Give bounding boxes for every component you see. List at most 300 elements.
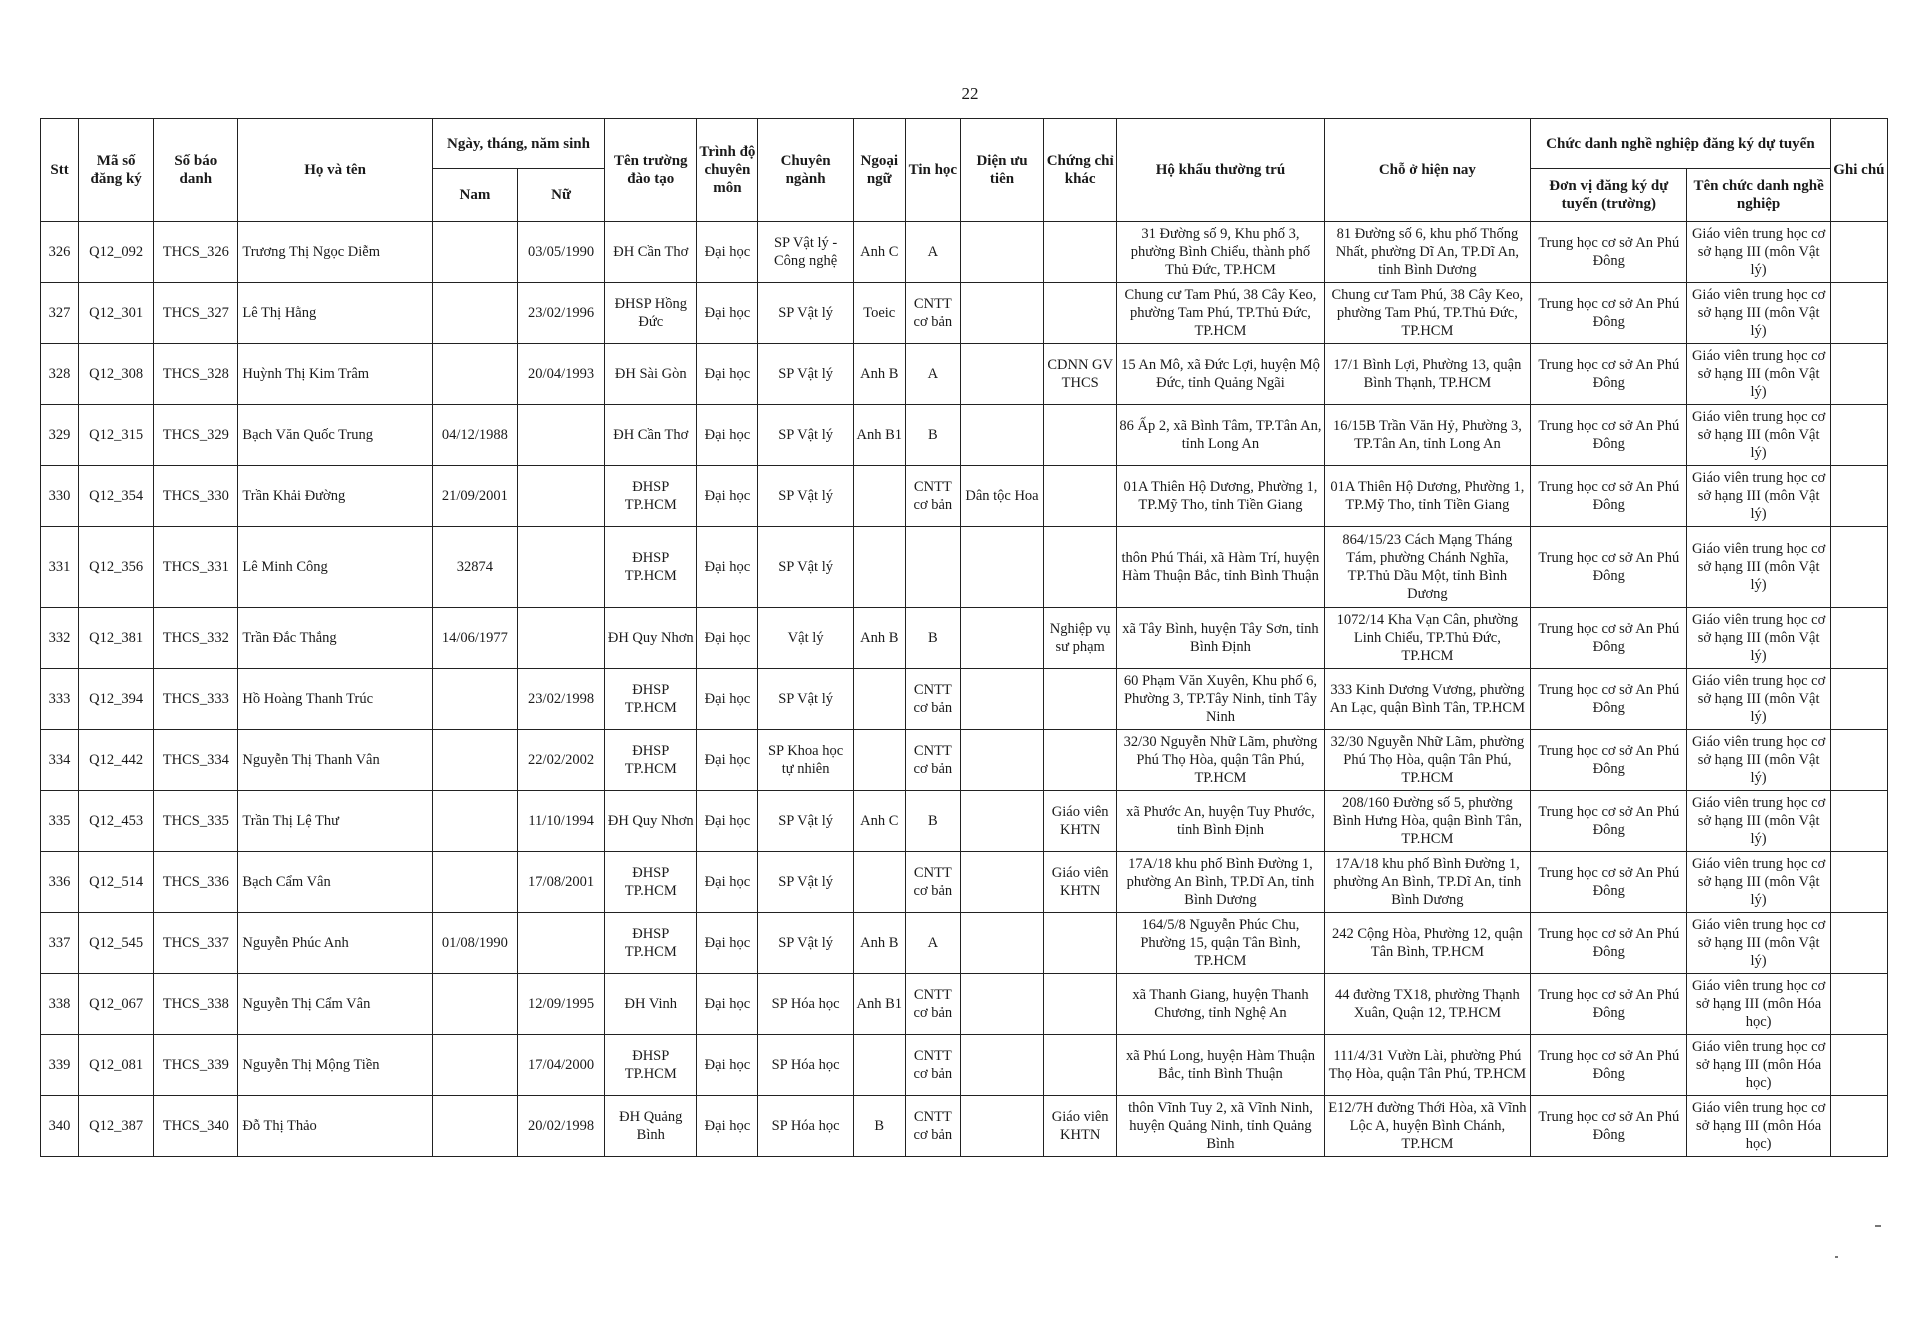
cell-ho-ten: Nguyễn Thị Cẩm Vân xyxy=(238,974,432,1035)
cell-ngoai-ngu: Anh C xyxy=(853,222,905,283)
cell-trinh-do: Đại học xyxy=(697,669,758,730)
cell-cho-o: 864/15/23 Cách Mạng Tháng Tám, phường Chánh Nghĩa, TP.Thủ Dầu Một, tỉnh Bình Dương xyxy=(1324,527,1530,608)
cell-dien-uu-tien xyxy=(960,974,1043,1035)
cell-ho-khau: 164/5/8 Nguyễn Phúc Chu, Phường 15, quận Tân Bình, TP.HCM xyxy=(1117,913,1324,974)
cell-ho-ten: Trương Thị Ngọc Diễm xyxy=(238,222,432,283)
cell-ho-ten: Hồ Hoàng Thanh Trúc xyxy=(238,669,432,730)
cell-truong: ĐH Vinh xyxy=(605,974,697,1035)
cell-ngay-sinh-nu xyxy=(517,527,604,608)
cell-don-vi: Trung học cơ sở An Phú Đông xyxy=(1531,730,1687,791)
cell-so-bao-danh: THCS_331 xyxy=(154,527,238,608)
cell-ma-so: Q12_354 xyxy=(79,466,154,527)
page-number: 22 xyxy=(961,84,979,103)
cell-truong: ĐH Cần Thơ xyxy=(605,222,697,283)
cell-so-bao-danh: THCS_338 xyxy=(154,974,238,1035)
cell-don-vi: Trung học cơ sở An Phú Đông xyxy=(1531,791,1687,852)
cell-ghi-chu xyxy=(1830,283,1887,344)
cell-chuc-danh: Giáo viên trung học cơ sở hạng III (môn Vật lý) xyxy=(1687,730,1830,791)
table-row xyxy=(41,222,1888,283)
cell-ngay-sinh-nam xyxy=(432,669,517,730)
cell-don-vi: Trung học cơ sở An Phú Đông xyxy=(1531,669,1687,730)
cell-ghi-chu xyxy=(1830,405,1887,466)
cell-dien-uu-tien xyxy=(960,852,1043,913)
cell-truong: ĐHSP TP.HCM xyxy=(605,466,697,527)
header-nam: Nam xyxy=(432,169,517,222)
header-trinh-do: Trình độ chuyên môn xyxy=(697,119,758,222)
cell-chuyen-nganh: SP Vật lý xyxy=(758,405,853,466)
cell-truong: ĐHSP TP.HCM xyxy=(605,852,697,913)
cell-stt: 331 xyxy=(41,527,79,608)
cell-ma-so: Q12_514 xyxy=(79,852,154,913)
table-body xyxy=(41,222,1888,1157)
cell-dien-uu-tien xyxy=(960,222,1043,283)
cell-trinh-do: Đại học xyxy=(697,283,758,344)
cell-tin-hoc: CNTT cơ bản xyxy=(905,669,960,730)
cell-trinh-do: Đại học xyxy=(697,405,758,466)
cell-ghi-chu xyxy=(1830,1096,1887,1157)
table-row xyxy=(41,913,1888,974)
cell-tin-hoc: CNTT cơ bản xyxy=(905,283,960,344)
cell-ngoai-ngu xyxy=(853,730,905,791)
cell-ho-ten: Bạch Cẩm Vân xyxy=(238,852,432,913)
cell-ho-khau: 17A/18 khu phố Bình Đường 1, phường An Bình, TP.Dĩ An, tỉnh Bình Dương xyxy=(1117,852,1324,913)
scan-mark xyxy=(1875,1225,1881,1227)
cell-ngay-sinh-nam xyxy=(432,344,517,405)
cell-so-bao-danh: THCS_328 xyxy=(154,344,238,405)
cell-tin-hoc: B xyxy=(905,791,960,852)
cell-chuyen-nganh: Vật lý xyxy=(758,608,853,669)
cell-ngoai-ngu: Anh B1 xyxy=(853,974,905,1035)
cell-don-vi: Trung học cơ sở An Phú Đông xyxy=(1531,1035,1687,1096)
cell-so-bao-danh: THCS_339 xyxy=(154,1035,238,1096)
cell-chuc-danh: Giáo viên trung học cơ sở hạng III (môn Vật lý) xyxy=(1687,527,1830,608)
cell-chung-chi: Giáo viên KHTN xyxy=(1044,791,1117,852)
cell-truong: ĐH Sài Gòn xyxy=(605,344,697,405)
cell-stt: 336 xyxy=(41,852,79,913)
cell-so-bao-danh: THCS_329 xyxy=(154,405,238,466)
cell-chung-chi xyxy=(1044,669,1117,730)
header-so-bao-danh: Số báo danh xyxy=(154,119,238,222)
cell-ho-ten: Đỗ Thị Thảo xyxy=(238,1096,432,1157)
cell-chuyen-nganh: SP Hóa học xyxy=(758,974,853,1035)
cell-ngoai-ngu: Anh B xyxy=(853,608,905,669)
cell-trinh-do: Đại học xyxy=(697,222,758,283)
cell-cho-o: 17A/18 khu phố Bình Đường 1, phường An Bình, TP.Dĩ An, tỉnh Bình Dương xyxy=(1324,852,1530,913)
cell-chuc-danh: Giáo viên trung học cơ sở hạng III (môn Vật lý) xyxy=(1687,466,1830,527)
cell-truong: ĐH Quy Nhơn xyxy=(605,608,697,669)
cell-ho-ten: Nguyễn Thị Thanh Vân xyxy=(238,730,432,791)
cell-ho-khau: 32/30 Nguyễn Nhữ Lãm, phường Phú Thọ Hòa, quận Tân Phú, TP.HCM xyxy=(1117,730,1324,791)
header-stt: Stt xyxy=(41,119,79,222)
cell-chuc-danh: Giáo viên trung học cơ sở hạng III (môn Vật lý) xyxy=(1687,283,1830,344)
header-ghi-chu: Ghi chú xyxy=(1830,119,1887,222)
cell-trinh-do: Đại học xyxy=(697,791,758,852)
cell-trinh-do: Đại học xyxy=(697,913,758,974)
cell-stt: 328 xyxy=(41,344,79,405)
cell-cho-o: 1072/14 Kha Vạn Cân, phường Linh Chiểu, TP.Thủ Đức, TP.HCM xyxy=(1324,608,1530,669)
cell-truong: ĐHSP Hồng Đức xyxy=(605,283,697,344)
cell-chung-chi xyxy=(1044,527,1117,608)
cell-ngay-sinh-nu xyxy=(517,608,604,669)
cell-tin-hoc: A xyxy=(905,913,960,974)
cell-tin-hoc: CNTT cơ bản xyxy=(905,852,960,913)
cell-tin-hoc: A xyxy=(905,344,960,405)
cell-truong: ĐH Quy Nhơn xyxy=(605,791,697,852)
cell-ho-khau: xã Tây Bình, huyện Tây Sơn, tỉnh Bình Định xyxy=(1117,608,1324,669)
header-tin-hoc: Tin học xyxy=(905,119,960,222)
header-ten-chuc-danh: Tên chức danh nghề nghiệp xyxy=(1687,169,1830,222)
cell-chuc-danh: Giáo viên trung học cơ sở hạng III (môn Vật lý) xyxy=(1687,913,1830,974)
cell-chung-chi xyxy=(1044,913,1117,974)
cell-chung-chi xyxy=(1044,730,1117,791)
cell-ma-so: Q12_453 xyxy=(79,791,154,852)
cell-so-bao-danh: THCS_337 xyxy=(154,913,238,974)
cell-dien-uu-tien xyxy=(960,527,1043,608)
cell-trinh-do: Đại học xyxy=(697,974,758,1035)
cell-chuyen-nganh: SP Vật lý xyxy=(758,913,853,974)
cell-ma-so: Q12_315 xyxy=(79,405,154,466)
cell-stt: 326 xyxy=(41,222,79,283)
cell-don-vi: Trung học cơ sở An Phú Đông xyxy=(1531,608,1687,669)
cell-trinh-do: Đại học xyxy=(697,344,758,405)
header-chuyen-nganh: Chuyên ngành xyxy=(758,119,853,222)
cell-ngay-sinh-nam xyxy=(432,974,517,1035)
cell-ngay-sinh-nu xyxy=(517,405,604,466)
cell-dien-uu-tien xyxy=(960,405,1043,466)
cell-chuc-danh: Giáo viên trung học cơ sở hạng III (môn Vật lý) xyxy=(1687,791,1830,852)
cell-cho-o: 32/30 Nguyễn Nhữ Lãm, phường Phú Thọ Hòa, quận Tân Phú, TP.HCM xyxy=(1324,730,1530,791)
cell-ho-ten: Huỳnh Thị Kim Trâm xyxy=(238,344,432,405)
table-row xyxy=(41,974,1888,1035)
cell-ho-khau: 15 An Mô, xã Đức Lợi, huyện Mộ Đức, tỉnh Quảng Ngãi xyxy=(1117,344,1324,405)
cell-tin-hoc: CNTT cơ bản xyxy=(905,730,960,791)
cell-ngay-sinh-nam: 04/12/1988 xyxy=(432,405,517,466)
cell-ma-so: Q12_067 xyxy=(79,974,154,1035)
cell-chuyen-nganh: SP Vật lý xyxy=(758,466,853,527)
cell-tin-hoc: CNTT cơ bản xyxy=(905,974,960,1035)
candidate-table xyxy=(40,118,1888,1157)
cell-ghi-chu xyxy=(1830,608,1887,669)
cell-chuc-danh: Giáo viên trung học cơ sở hạng III (môn Hóa học) xyxy=(1687,974,1830,1035)
cell-cho-o: 242 Cộng Hòa, Phường 12, quận Tân Bình, TP.HCM xyxy=(1324,913,1530,974)
cell-so-bao-danh: THCS_326 xyxy=(154,222,238,283)
cell-cho-o: 111/4/31 Vườn Lài, phường Phú Thọ Hòa, quận Tân Phú, TP.HCM xyxy=(1324,1035,1530,1096)
cell-chung-chi xyxy=(1044,466,1117,527)
cell-trinh-do: Đại học xyxy=(697,527,758,608)
cell-cho-o: 208/160 Đường số 5, phường Bình Hưng Hòa, quận Bình Tân, TP.HCM xyxy=(1324,791,1530,852)
cell-trinh-do: Đại học xyxy=(697,730,758,791)
cell-ngay-sinh-nam: 21/09/2001 xyxy=(432,466,517,527)
cell-ma-so: Q12_308 xyxy=(79,344,154,405)
cell-dien-uu-tien xyxy=(960,344,1043,405)
cell-ho-ten: Nguyễn Phúc Anh xyxy=(238,913,432,974)
cell-so-bao-danh: THCS_332 xyxy=(154,608,238,669)
cell-ma-so: Q12_092 xyxy=(79,222,154,283)
cell-ngay-sinh-nam: 14/06/1977 xyxy=(432,608,517,669)
cell-so-bao-danh: THCS_330 xyxy=(154,466,238,527)
cell-ghi-chu xyxy=(1830,913,1887,974)
header-dien-uu-tien: Diện ưu tiên xyxy=(960,119,1043,222)
cell-ho-ten: Bạch Văn Quốc Trung xyxy=(238,405,432,466)
cell-ngoai-ngu: B xyxy=(853,1096,905,1157)
cell-ho-khau: 86 Ấp 2, xã Bình Tâm, TP.Tân An, tỉnh Long An xyxy=(1117,405,1324,466)
cell-ho-ten: Nguyễn Thị Mộng Tiền xyxy=(238,1035,432,1096)
cell-trinh-do: Đại học xyxy=(697,852,758,913)
header-chuc-danh: Chức danh nghề nghiệp đăng ký dự tuyển xyxy=(1531,119,1831,169)
cell-trinh-do: Đại học xyxy=(697,1035,758,1096)
cell-dien-uu-tien xyxy=(960,730,1043,791)
cell-ngay-sinh-nam xyxy=(432,852,517,913)
cell-ghi-chu xyxy=(1830,852,1887,913)
scan-mark xyxy=(1835,1256,1838,1258)
header-nu: Nữ xyxy=(517,169,604,222)
cell-ngoai-ngu xyxy=(853,852,905,913)
cell-chung-chi: CDNN GV THCS xyxy=(1044,344,1117,405)
cell-ma-so: Q12_081 xyxy=(79,1035,154,1096)
cell-ho-khau: Chung cư Tam Phú, 38 Cây Keo, phường Tam Phú, TP.Thủ Đức, TP.HCM xyxy=(1117,283,1324,344)
cell-chung-chi: Giáo viên KHTN xyxy=(1044,1096,1117,1157)
cell-stt: 340 xyxy=(41,1096,79,1157)
cell-dien-uu-tien: Dân tộc Hoa xyxy=(960,466,1043,527)
table-row xyxy=(41,852,1888,913)
cell-ngay-sinh-nu: 23/02/1996 xyxy=(517,283,604,344)
cell-chuc-danh: Giáo viên trung học cơ sở hạng III (môn Vật lý) xyxy=(1687,344,1830,405)
cell-dien-uu-tien xyxy=(960,669,1043,730)
header-don-vi: Đơn vị đăng ký dự tuyển (trường) xyxy=(1531,169,1687,222)
cell-ngay-sinh-nam: 32874 xyxy=(432,527,517,608)
cell-chuc-danh: Giáo viên trung học cơ sở hạng III (môn Vật lý) xyxy=(1687,608,1830,669)
table-row xyxy=(41,608,1888,669)
cell-tin-hoc: CNTT cơ bản xyxy=(905,1096,960,1157)
cell-ngay-sinh-nam xyxy=(432,222,517,283)
header-ho-khau: Hộ khẩu thường trú xyxy=(1117,119,1324,222)
cell-stt: 334 xyxy=(41,730,79,791)
cell-ghi-chu xyxy=(1830,222,1887,283)
cell-ngay-sinh-nu xyxy=(517,913,604,974)
cell-truong: ĐH Quảng Bình xyxy=(605,1096,697,1157)
cell-ngay-sinh-nu: 23/02/1998 xyxy=(517,669,604,730)
table-row xyxy=(41,466,1888,527)
cell-ngoai-ngu: Anh C xyxy=(853,791,905,852)
cell-ho-khau: xã Phước An, huyện Tuy Phước, tỉnh Bình Định xyxy=(1117,791,1324,852)
cell-truong: ĐHSP TP.HCM xyxy=(605,913,697,974)
header-ngay-sinh: Ngày, tháng, năm sinh xyxy=(432,119,604,169)
cell-don-vi: Trung học cơ sở An Phú Đông xyxy=(1531,1096,1687,1157)
cell-chuyen-nganh: SP Vật lý xyxy=(758,791,853,852)
cell-ngay-sinh-nam xyxy=(432,730,517,791)
cell-chuyen-nganh: SP Hóa học xyxy=(758,1096,853,1157)
table-row xyxy=(41,405,1888,466)
cell-chuyen-nganh: SP Vật lý xyxy=(758,527,853,608)
cell-chuc-danh: Giáo viên trung học cơ sở hạng III (môn Hóa học) xyxy=(1687,1035,1830,1096)
cell-dien-uu-tien xyxy=(960,1096,1043,1157)
cell-trinh-do: Đại học xyxy=(697,466,758,527)
cell-truong: ĐHSP TP.HCM xyxy=(605,527,697,608)
header-ho-ten: Họ và tên xyxy=(238,119,432,222)
cell-tin-hoc: CNTT cơ bản xyxy=(905,466,960,527)
cell-chung-chi xyxy=(1044,283,1117,344)
cell-truong: ĐHSP TP.HCM xyxy=(605,1035,697,1096)
cell-tin-hoc: B xyxy=(905,405,960,466)
cell-cho-o: E12/7H đường Thới Hòa, xã Vĩnh Lộc A, huyện Bình Chánh, TP.HCM xyxy=(1324,1096,1530,1157)
cell-don-vi: Trung học cơ sở An Phú Đông xyxy=(1531,913,1687,974)
cell-ghi-chu xyxy=(1830,527,1887,608)
header-ngoai-ngu: Ngoại ngữ xyxy=(853,119,905,222)
header-cho-o: Chỗ ở hiện nay xyxy=(1324,119,1530,222)
cell-cho-o: 17/1 Bình Lợi, Phường 13, quận Bình Thạnh, TP.HCM xyxy=(1324,344,1530,405)
cell-chung-chi xyxy=(1044,222,1117,283)
cell-don-vi: Trung học cơ sở An Phú Đông xyxy=(1531,283,1687,344)
cell-ngay-sinh-nam xyxy=(432,791,517,852)
cell-dien-uu-tien xyxy=(960,1035,1043,1096)
header-chung-chi: Chứng chỉ khác xyxy=(1044,119,1117,222)
cell-truong: ĐHSP TP.HCM xyxy=(605,730,697,791)
cell-don-vi: Trung học cơ sở An Phú Đông xyxy=(1531,527,1687,608)
cell-cho-o: 44 đường TX18, phường Thạnh Xuân, Quận 12, TP.HCM xyxy=(1324,974,1530,1035)
cell-ngay-sinh-nu: 20/04/1993 xyxy=(517,344,604,405)
cell-ghi-chu xyxy=(1830,791,1887,852)
cell-tin-hoc xyxy=(905,527,960,608)
cell-tin-hoc: A xyxy=(905,222,960,283)
cell-ghi-chu xyxy=(1830,669,1887,730)
cell-ngay-sinh-nu: 11/10/1994 xyxy=(517,791,604,852)
cell-truong: ĐH Cần Thơ xyxy=(605,405,697,466)
cell-dien-uu-tien xyxy=(960,791,1043,852)
cell-chuyen-nganh: SP Vật lý xyxy=(758,283,853,344)
cell-ho-ten: Trần Đắc Thắng xyxy=(238,608,432,669)
cell-cho-o: 81 Đường số 6, khu phố Thống Nhất, phường Dĩ An, TP.Dĩ An, tỉnh Bình Dương xyxy=(1324,222,1530,283)
header-truong: Tên trường đào tạo xyxy=(605,119,697,222)
cell-chuc-danh: Giáo viên trung học cơ sở hạng III (môn Vật lý) xyxy=(1687,405,1830,466)
table-row xyxy=(41,1096,1888,1157)
cell-ho-ten: Trần Thị Lệ Thư xyxy=(238,791,432,852)
cell-ngay-sinh-nam xyxy=(432,1035,517,1096)
cell-stt: 338 xyxy=(41,974,79,1035)
cell-ho-khau: 60 Phạm Văn Xuyên, Khu phố 6, Phường 3, TP.Tây Ninh, tỉnh Tây Ninh xyxy=(1117,669,1324,730)
table-row xyxy=(41,1035,1888,1096)
cell-chung-chi: Nghiệp vụ sư phạm xyxy=(1044,608,1117,669)
cell-ngay-sinh-nu: 17/04/2000 xyxy=(517,1035,604,1096)
cell-trinh-do: Đại học xyxy=(697,608,758,669)
cell-so-bao-danh: THCS_327 xyxy=(154,283,238,344)
cell-chuyen-nganh: SP Vật lý xyxy=(758,344,853,405)
cell-chuc-danh: Giáo viên trung học cơ sở hạng III (môn Vật lý) xyxy=(1687,222,1830,283)
cell-chuyen-nganh: SP Hóa học xyxy=(758,1035,853,1096)
cell-ghi-chu xyxy=(1830,344,1887,405)
cell-cho-o: 333 Kinh Dương Vương, phường An Lạc, quận Bình Tân, TP.HCM xyxy=(1324,669,1530,730)
table-row xyxy=(41,669,1888,730)
cell-chuyen-nganh: SP Khoa học tự nhiên xyxy=(758,730,853,791)
cell-cho-o: 01A Thiên Hộ Dương, Phường 1, TP.Mỹ Tho, tỉnh Tiền Giang xyxy=(1324,466,1530,527)
cell-stt: 339 xyxy=(41,1035,79,1096)
cell-ghi-chu xyxy=(1830,730,1887,791)
cell-don-vi: Trung học cơ sở An Phú Đông xyxy=(1531,222,1687,283)
cell-so-bao-danh: THCS_340 xyxy=(154,1096,238,1157)
cell-chung-chi xyxy=(1044,974,1117,1035)
cell-ghi-chu xyxy=(1830,466,1887,527)
cell-don-vi: Trung học cơ sở An Phú Đông xyxy=(1531,466,1687,527)
cell-chuc-danh: Giáo viên trung học cơ sở hạng III (môn Vật lý) xyxy=(1687,669,1830,730)
cell-chuyen-nganh: SP Vật lý xyxy=(758,852,853,913)
cell-ngay-sinh-nu: 17/08/2001 xyxy=(517,852,604,913)
cell-ma-so: Q12_387 xyxy=(79,1096,154,1157)
cell-stt: 329 xyxy=(41,405,79,466)
cell-ma-so: Q12_442 xyxy=(79,730,154,791)
cell-ngoai-ngu: Anh B xyxy=(853,913,905,974)
cell-chuc-danh: Giáo viên trung học cơ sở hạng III (môn Vật lý) xyxy=(1687,852,1830,913)
cell-ma-so: Q12_545 xyxy=(79,913,154,974)
cell-ho-khau: xã Phú Long, huyện Hàm Thuận Bắc, tỉnh Bình Thuận xyxy=(1117,1035,1324,1096)
table-row xyxy=(41,791,1888,852)
cell-ho-ten: Lê Thị Hằng xyxy=(238,283,432,344)
cell-ngay-sinh-nam: 01/08/1990 xyxy=(432,913,517,974)
cell-don-vi: Trung học cơ sở An Phú Đông xyxy=(1531,974,1687,1035)
cell-dien-uu-tien xyxy=(960,913,1043,974)
cell-stt: 332 xyxy=(41,608,79,669)
cell-don-vi: Trung học cơ sở An Phú Đông xyxy=(1531,405,1687,466)
cell-stt: 327 xyxy=(41,283,79,344)
cell-stt: 337 xyxy=(41,913,79,974)
cell-ho-ten: Trần Khải Đường xyxy=(238,466,432,527)
cell-ho-ten: Lê Minh Công xyxy=(238,527,432,608)
cell-dien-uu-tien xyxy=(960,283,1043,344)
cell-cho-o: Chung cư Tam Phú, 38 Cây Keo, phường Tam Phú, TP.Thủ Đức, TP.HCM xyxy=(1324,283,1530,344)
cell-so-bao-danh: THCS_335 xyxy=(154,791,238,852)
cell-tin-hoc: CNTT cơ bản xyxy=(905,1035,960,1096)
cell-ngoai-ngu: Anh B1 xyxy=(853,405,905,466)
cell-chuc-danh: Giáo viên trung học cơ sở hạng III (môn Hóa học) xyxy=(1687,1096,1830,1157)
cell-ho-khau: xã Thanh Giang, huyện Thanh Chương, tỉnh Nghệ An xyxy=(1117,974,1324,1035)
cell-ngoai-ngu xyxy=(853,1035,905,1096)
cell-ngay-sinh-nu: 22/02/2002 xyxy=(517,730,604,791)
cell-stt: 335 xyxy=(41,791,79,852)
cell-so-bao-danh: THCS_333 xyxy=(154,669,238,730)
cell-chung-chi: Giáo viên KHTN xyxy=(1044,852,1117,913)
cell-ngay-sinh-nu: 03/05/1990 xyxy=(517,222,604,283)
table-header xyxy=(41,119,1888,222)
cell-ngoai-ngu xyxy=(853,527,905,608)
cell-ghi-chu xyxy=(1830,974,1887,1035)
cell-stt: 330 xyxy=(41,466,79,527)
table-row xyxy=(41,527,1888,608)
cell-ma-so: Q12_356 xyxy=(79,527,154,608)
cell-stt: 333 xyxy=(41,669,79,730)
cell-so-bao-danh: THCS_334 xyxy=(154,730,238,791)
table-row xyxy=(41,344,1888,405)
cell-tin-hoc: B xyxy=(905,608,960,669)
cell-ho-khau: 01A Thiên Hộ Dương, Phường 1, TP.Mỹ Tho, tỉnh Tiền Giang xyxy=(1117,466,1324,527)
cell-chung-chi xyxy=(1044,1035,1117,1096)
cell-ghi-chu xyxy=(1830,1035,1887,1096)
cell-chuyen-nganh: SP Vật lý xyxy=(758,669,853,730)
cell-ngay-sinh-nu: 20/02/1998 xyxy=(517,1096,604,1157)
cell-ngay-sinh-nu xyxy=(517,466,604,527)
cell-ngay-sinh-nam xyxy=(432,283,517,344)
cell-truong: ĐHSP TP.HCM xyxy=(605,669,697,730)
cell-trinh-do: Đại học xyxy=(697,1096,758,1157)
cell-ma-so: Q12_381 xyxy=(79,608,154,669)
cell-ngoai-ngu xyxy=(853,466,905,527)
cell-ngoai-ngu: Anh B xyxy=(853,344,905,405)
cell-don-vi: Trung học cơ sở An Phú Đông xyxy=(1531,852,1687,913)
cell-chuyen-nganh: SP Vật lý - Công nghệ xyxy=(758,222,853,283)
cell-ngoai-ngu xyxy=(853,669,905,730)
cell-ma-so: Q12_394 xyxy=(79,669,154,730)
header-ma-so: Mã số đăng ký xyxy=(79,119,154,222)
cell-ngay-sinh-nu: 12/09/1995 xyxy=(517,974,604,1035)
cell-so-bao-danh: THCS_336 xyxy=(154,852,238,913)
cell-ho-khau: thôn Vĩnh Tuy 2, xã Vĩnh Ninh, huyện Quảng Ninh, tỉnh Quảng Bình xyxy=(1117,1096,1324,1157)
